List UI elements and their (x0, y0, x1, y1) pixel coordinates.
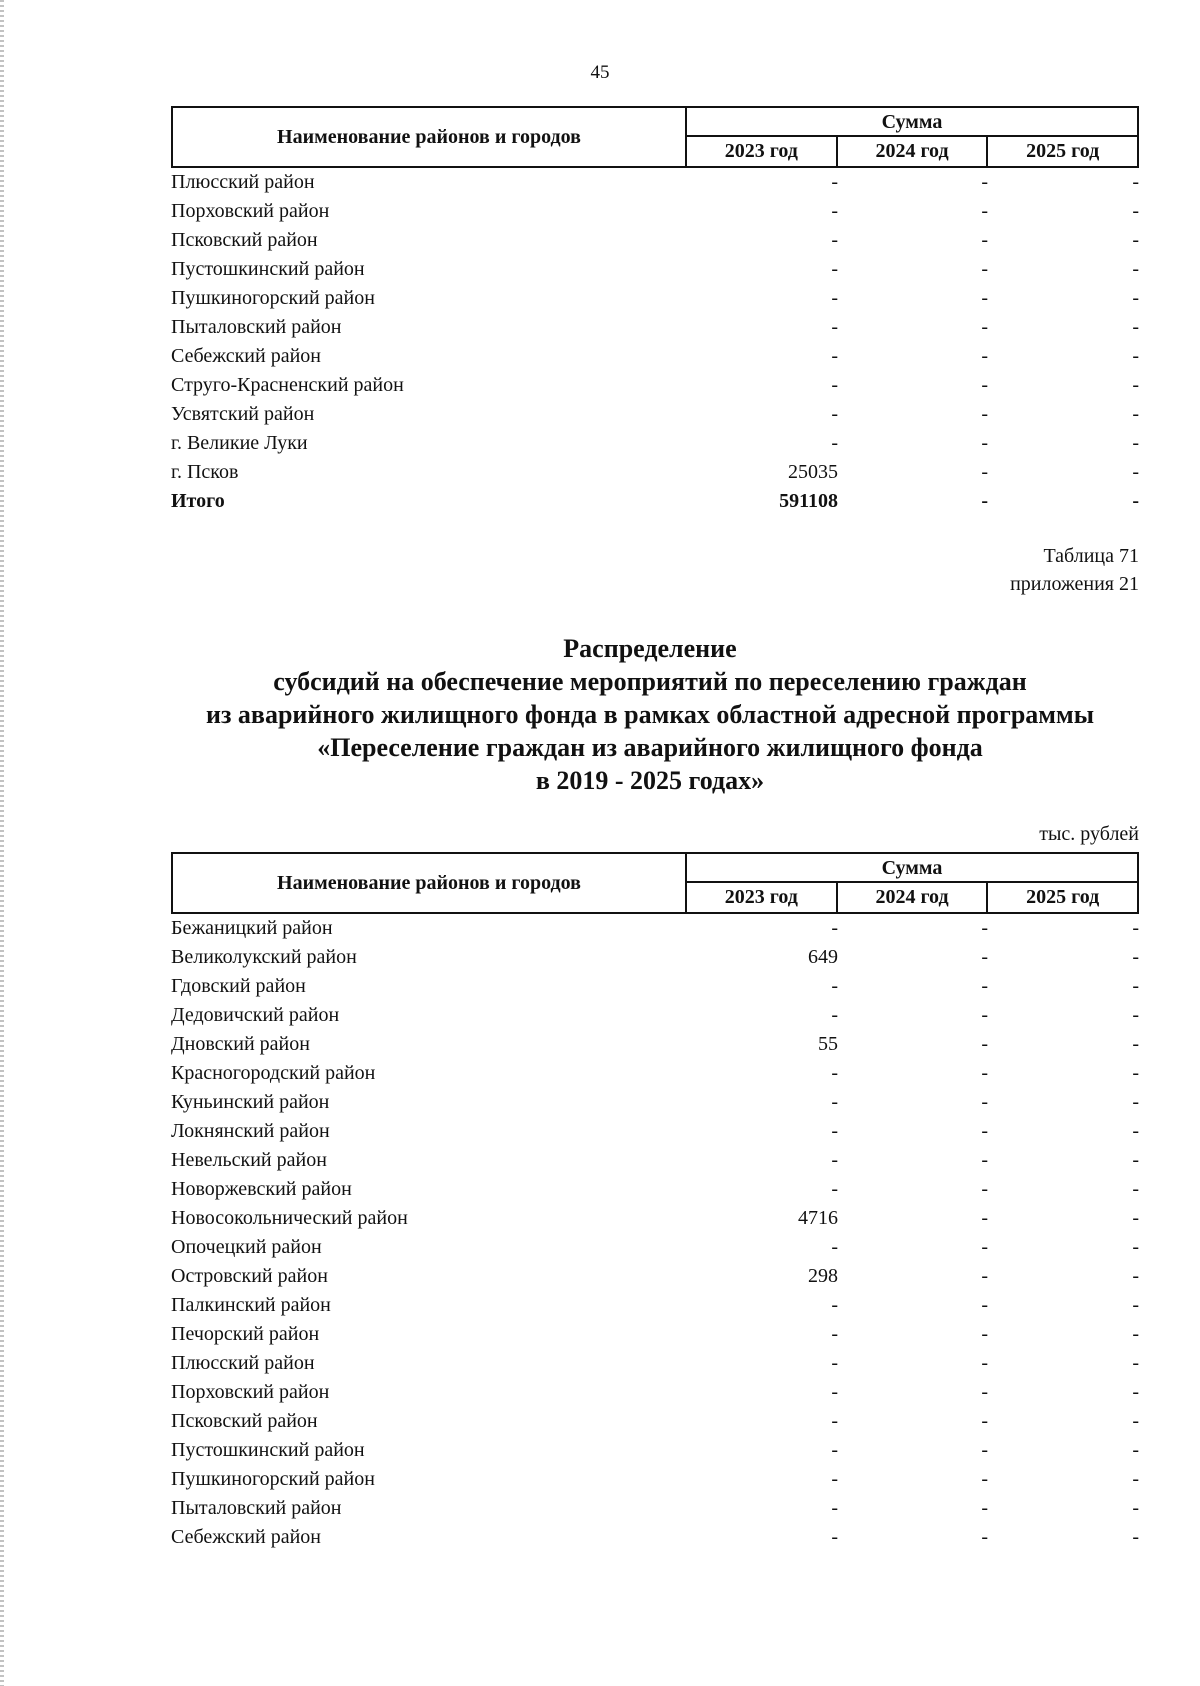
row-value-2023: 649 (808, 946, 838, 968)
row-value-2023: 591108 (779, 490, 838, 512)
table-row (171, 284, 1139, 313)
title-line-5: в 2019 - 2025 годах» (535, 766, 765, 795)
row-value-2024: - (981, 917, 988, 939)
document-title (150, 632, 1150, 797)
title-line-3: из аварийного жилищного фонда в рамках областной адресной программы (205, 700, 1095, 729)
row-name: Псковский район (171, 229, 318, 251)
row-value-2023: 25035 (788, 461, 838, 483)
title-line-1: Распределение (563, 634, 737, 663)
title-line-2: субсидий на обеспечение мероприятий по переселению граждан (273, 667, 1027, 696)
table-row (171, 342, 1139, 371)
row-value-2023: - (831, 1381, 838, 1403)
row-value-2025: - (1132, 1091, 1139, 1113)
table-row (171, 1001, 1139, 1030)
title-line-4: «Переселение граждан из аварийного жилищного фонда (317, 733, 983, 762)
table-row (171, 1233, 1139, 1262)
row-value-2023: - (831, 229, 838, 251)
header-name-column: Наименование районов и городов (173, 108, 687, 166)
row-name: Себежский район (171, 345, 321, 367)
row-value-2023: - (831, 1004, 838, 1026)
row-value-2023: - (831, 1091, 838, 1113)
row-name: Порховский район (171, 1381, 330, 1403)
row-name: Новосокольнический район (171, 1207, 408, 1229)
row-value-2023: - (831, 1468, 838, 1490)
table-bottom-body (171, 914, 1139, 1552)
row-value-2024: - (981, 316, 988, 338)
row-value-2025: - (1132, 171, 1139, 193)
row-value-2025: - (1132, 1468, 1139, 1490)
row-value-2023: - (831, 1526, 838, 1548)
row-name: Невельский район (171, 1149, 327, 1171)
row-value-2023: - (831, 1178, 838, 1200)
row-value-2023: - (831, 1497, 838, 1519)
header-sum-title: Сумма (687, 854, 1137, 883)
row-name: Дедовичский район (171, 1004, 340, 1026)
row-value-2024: - (981, 1062, 988, 1084)
table-row (171, 1175, 1139, 1204)
table-row (171, 1291, 1139, 1320)
table-top-body (171, 168, 1139, 516)
caption-table-number: Таблица 71 (1043, 545, 1139, 567)
row-value-2025: - (1132, 1149, 1139, 1171)
row-name: Пыталовский район (171, 1497, 342, 1519)
row-value-2023: - (831, 200, 838, 222)
table-row (171, 914, 1139, 943)
row-value-2025: - (1132, 287, 1139, 309)
table-row (171, 313, 1139, 342)
row-value-2023: - (831, 374, 838, 396)
row-value-2025: - (1132, 1178, 1139, 1200)
table-row (171, 972, 1139, 1001)
row-value-2023: - (831, 287, 838, 309)
row-value-2024: - (981, 432, 988, 454)
table-row (171, 1407, 1139, 1436)
row-value-2024: - (981, 1004, 988, 1026)
header-year-2025: 2025 год (986, 883, 1137, 912)
table-row (171, 1320, 1139, 1349)
row-value-2023: - (831, 432, 838, 454)
row-value-2023: - (831, 345, 838, 367)
row-value-2025: - (1132, 1526, 1139, 1548)
row-value-2024: - (981, 1294, 988, 1316)
row-value-2025: - (1132, 1410, 1139, 1432)
row-name: Красногородский район (171, 1062, 376, 1084)
row-value-2024: - (981, 461, 988, 483)
header-sum-column (687, 108, 1137, 166)
row-name: Островский район (171, 1265, 328, 1287)
row-name: Гдовский район (171, 975, 306, 997)
table-row (171, 1204, 1139, 1233)
row-value-2023: - (831, 258, 838, 280)
table-row (171, 1349, 1139, 1378)
row-value-2023: - (831, 1439, 838, 1461)
row-name: Усвятский район (171, 403, 315, 425)
row-value-2025: - (1132, 1381, 1139, 1403)
row-value-2024: - (981, 200, 988, 222)
table-row (171, 400, 1139, 429)
row-value-2025: - (1132, 1062, 1139, 1084)
row-value-2024: - (981, 1091, 988, 1113)
row-value-2024: - (981, 946, 988, 968)
row-name: Пушкиногорский район (171, 287, 375, 309)
row-value-2025: - (1132, 374, 1139, 396)
table-bottom (171, 852, 1139, 1552)
row-value-2023: - (831, 1236, 838, 1258)
row-value-2023: - (831, 1410, 838, 1432)
row-value-2025: - (1132, 461, 1139, 483)
table-row (171, 168, 1139, 197)
row-value-2025: - (1132, 229, 1139, 251)
row-value-2024: - (981, 490, 988, 512)
row-value-2024: - (981, 1265, 988, 1287)
row-value-2025: - (1132, 258, 1139, 280)
row-name: Итого (171, 490, 225, 512)
row-value-2025: - (1132, 1236, 1139, 1258)
row-value-2023: - (831, 316, 838, 338)
table-row (171, 1059, 1139, 1088)
row-value-2023: 4716 (798, 1207, 838, 1229)
row-value-2024: - (981, 1381, 988, 1403)
row-name: Себежский район (171, 1526, 321, 1548)
table-row (171, 1117, 1139, 1146)
row-value-2023: - (831, 1149, 838, 1171)
row-name: Пустошкинский район (171, 258, 365, 280)
row-name: Плюсский район (171, 171, 315, 193)
row-value-2024: - (981, 403, 988, 425)
table-row (171, 1088, 1139, 1117)
row-name: Плюсский район (171, 1352, 315, 1374)
table-bottom-header (171, 852, 1139, 914)
row-name: Дновский район (171, 1033, 310, 1055)
row-value-2025: - (1132, 1439, 1139, 1461)
row-value-2025: - (1132, 946, 1139, 968)
table-row (171, 197, 1139, 226)
table-row (171, 429, 1139, 458)
table-row (171, 1146, 1139, 1175)
row-value-2025: - (1132, 1265, 1139, 1287)
row-name: Пыталовский район (171, 316, 342, 338)
row-name: Бежаницкий район (171, 917, 333, 939)
header-sum-column (687, 854, 1137, 912)
row-value-2024: - (981, 258, 988, 280)
row-value-2024: - (981, 1236, 988, 1258)
row-value-2024: - (981, 975, 988, 997)
row-value-2025: - (1132, 1120, 1139, 1142)
row-value-2024: - (981, 1178, 988, 1200)
table-row (171, 1378, 1139, 1407)
table-caption (1010, 542, 1139, 598)
row-value-2025: - (1132, 490, 1139, 512)
row-value-2025: - (1132, 1033, 1139, 1055)
row-value-2025: - (1132, 432, 1139, 454)
header-year-2025: 2025 год (986, 137, 1137, 166)
row-value-2024: - (981, 287, 988, 309)
table-row (171, 226, 1139, 255)
table-top (171, 106, 1139, 516)
table-row (171, 1436, 1139, 1465)
row-name: Палкинский район (171, 1294, 331, 1316)
page-number: 45 (590, 62, 610, 83)
row-value-2025: - (1132, 345, 1139, 367)
row-value-2024: - (981, 345, 988, 367)
row-value-2024: - (981, 1120, 988, 1142)
row-value-2025: - (1132, 1323, 1139, 1345)
header-year-2024: 2024 год (836, 137, 987, 166)
row-value-2024: - (981, 1323, 988, 1345)
table-row (171, 1523, 1139, 1552)
row-name: Пустошкинский район (171, 1439, 365, 1461)
row-value-2024: - (981, 1207, 988, 1229)
table-row (171, 1262, 1139, 1291)
row-value-2025: - (1132, 200, 1139, 222)
row-name: Псковский район (171, 1410, 318, 1432)
row-value-2024: - (981, 1033, 988, 1055)
row-name: Струго-Красненский район (171, 374, 404, 396)
row-name: Локнянский район (171, 1120, 330, 1142)
row-name: Опочецкий район (171, 1236, 322, 1258)
row-value-2023: - (831, 1120, 838, 1142)
row-value-2023: - (831, 1062, 838, 1084)
table-row (171, 1030, 1139, 1059)
row-value-2023: 298 (808, 1265, 838, 1287)
table-top-header (171, 106, 1139, 168)
table-row (171, 458, 1139, 487)
row-value-2025: - (1132, 403, 1139, 425)
table-row (171, 487, 1139, 516)
row-value-2023: - (831, 403, 838, 425)
row-value-2025: - (1132, 1294, 1139, 1316)
row-name: Новоржевский район (171, 1178, 352, 1200)
row-name: Великолукский район (171, 946, 357, 968)
table-row (171, 371, 1139, 400)
header-sum-title: Сумма (687, 108, 1137, 137)
row-name: г. Псков (171, 461, 239, 483)
row-value-2024: - (981, 171, 988, 193)
header-year-2023: 2023 год (724, 886, 798, 908)
row-value-2025: - (1132, 917, 1139, 939)
row-value-2024: - (981, 374, 988, 396)
row-value-2024: - (981, 1439, 988, 1461)
header-year-2024: 2024 год (836, 883, 987, 912)
row-value-2023: - (831, 1294, 838, 1316)
row-value-2025: - (1132, 1497, 1139, 1519)
row-value-2024: - (981, 1149, 988, 1171)
units-label: тыс. рублей (1039, 823, 1139, 845)
row-name: Куньинский район (171, 1091, 330, 1113)
row-name: Порховский район (171, 200, 330, 222)
row-value-2024: - (981, 1497, 988, 1519)
row-value-2023: - (831, 917, 838, 939)
row-value-2024: - (981, 1468, 988, 1490)
row-value-2024: - (981, 229, 988, 251)
row-name: Пушкиногорский район (171, 1468, 375, 1490)
row-name: Печорский район (171, 1323, 320, 1345)
row-value-2024: - (981, 1410, 988, 1432)
header-name-column: Наименование районов и городов (173, 854, 687, 912)
row-value-2024: - (981, 1352, 988, 1374)
row-value-2025: - (1132, 1004, 1139, 1026)
row-value-2023: - (831, 1352, 838, 1374)
row-value-2025: - (1132, 1207, 1139, 1229)
row-value-2023: 55 (818, 1033, 838, 1055)
row-value-2025: - (1132, 316, 1139, 338)
table-row (171, 255, 1139, 284)
row-value-2025: - (1132, 1352, 1139, 1374)
table-row (171, 1494, 1139, 1523)
row-value-2023: - (831, 171, 838, 193)
row-value-2025: - (1132, 975, 1139, 997)
row-value-2024: - (981, 1526, 988, 1548)
caption-appendix: приложения 21 (1010, 573, 1139, 595)
table-row (171, 943, 1139, 972)
row-value-2023: - (831, 975, 838, 997)
header-year-2023: 2023 год (724, 140, 798, 162)
row-name: г. Великие Луки (171, 432, 308, 454)
table-row (171, 1465, 1139, 1494)
row-value-2023: - (831, 1323, 838, 1345)
scan-edge (0, 0, 4, 1686)
